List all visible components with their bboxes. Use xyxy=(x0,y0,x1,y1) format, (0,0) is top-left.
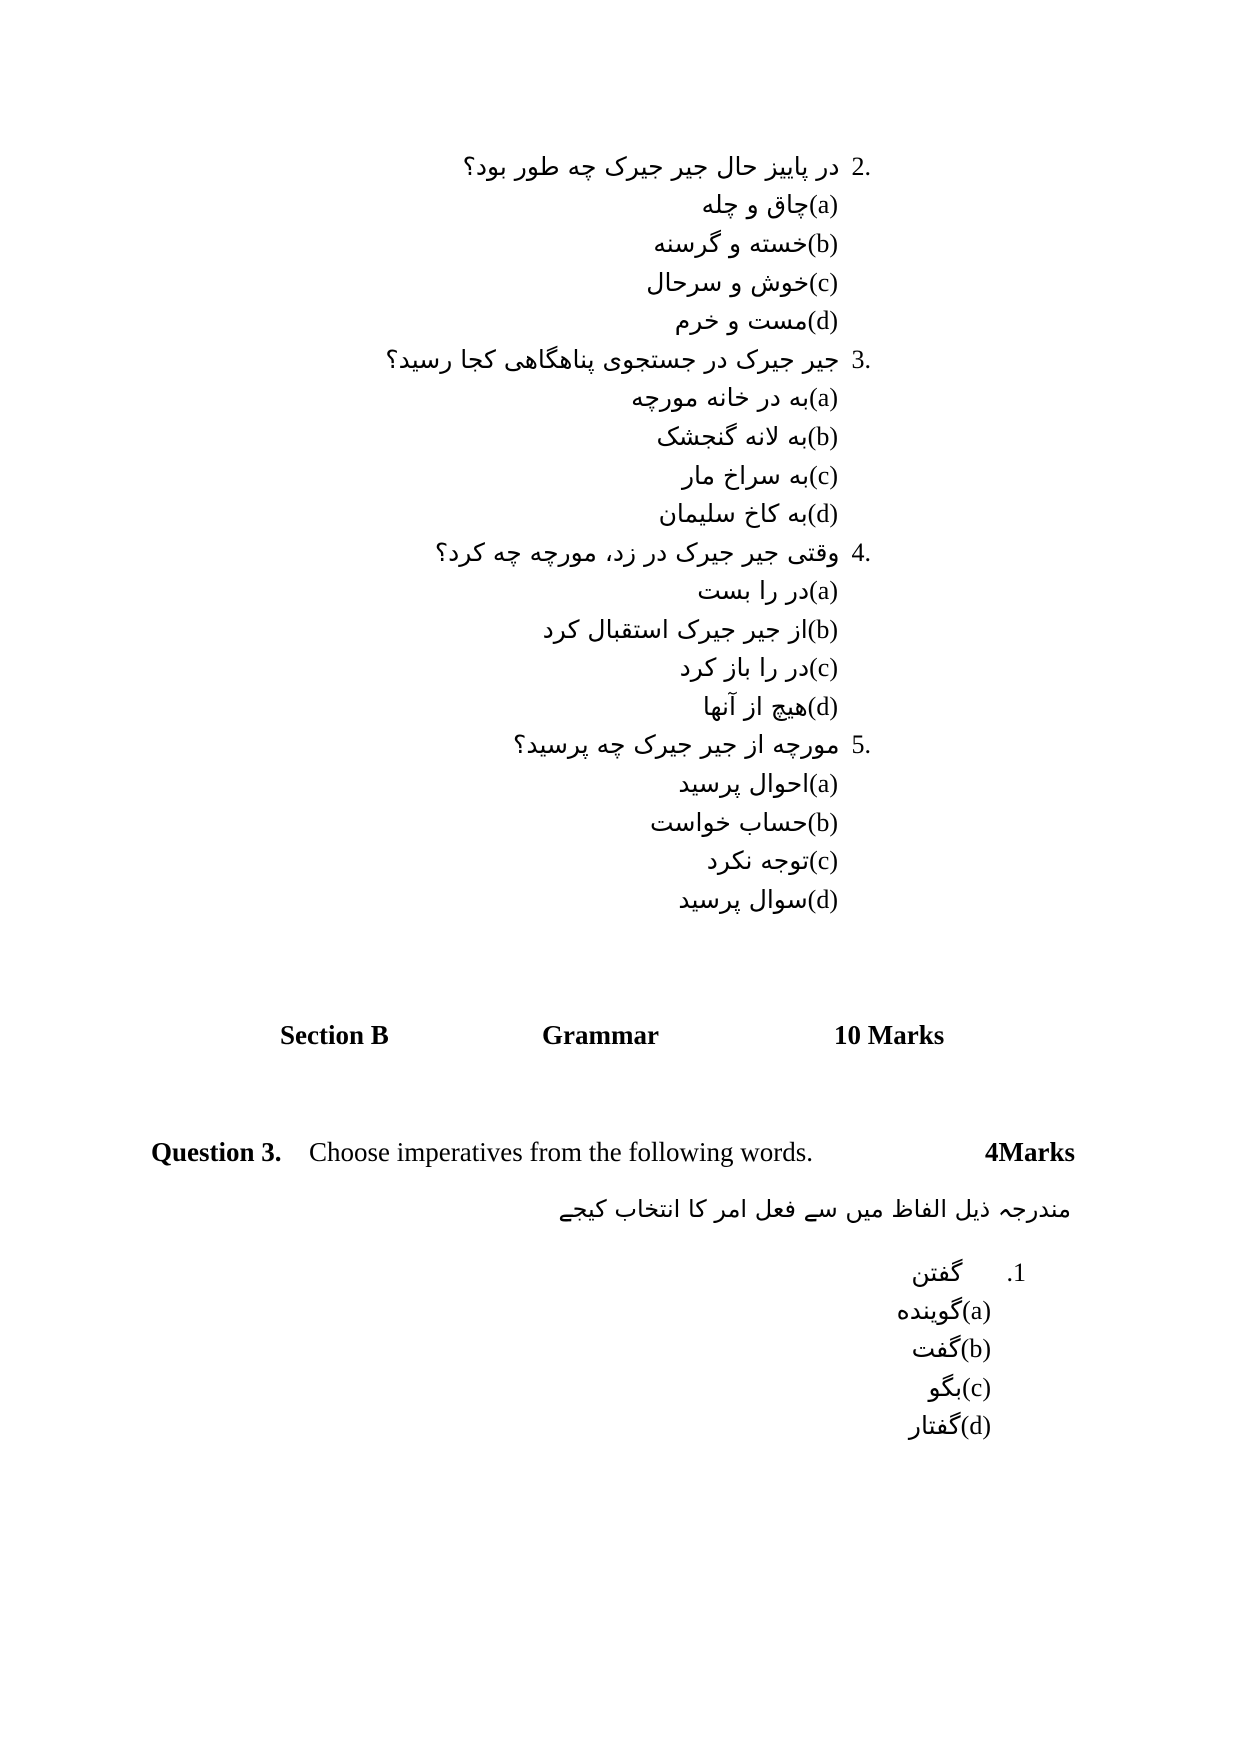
option-label: (c) xyxy=(962,1373,991,1402)
option-text: هیچ از آنها xyxy=(702,692,808,721)
question-number: 5. xyxy=(851,730,871,759)
question-text: در پاییز حال جیر جیرک چه طور بود؟ xyxy=(462,152,840,181)
mcq-option xyxy=(702,190,838,220)
question-number: 3. xyxy=(851,345,871,374)
option-text: بگو xyxy=(928,1373,963,1402)
question-number: 4. xyxy=(851,538,871,567)
option-text: خسته و گرسنه xyxy=(653,229,808,258)
question-label: Question 3. xyxy=(151,1137,282,1167)
option-label: (c) xyxy=(809,846,838,875)
option-text: مست و خرم xyxy=(674,306,808,335)
question-text: وقتی جیر جیرک در زد، مورچه چه کرد؟ xyxy=(434,538,840,567)
option-text: حساب خواست xyxy=(650,808,808,837)
option-label: (a) xyxy=(809,769,838,798)
mcq-option xyxy=(703,692,838,722)
option-text: به سراخ مار xyxy=(681,461,810,490)
option-label: (d) xyxy=(807,885,838,914)
question-text: مورچه از جیر جیرک چه پرسید؟ xyxy=(513,730,840,759)
question-heading xyxy=(151,1137,813,1168)
option-label: (c) xyxy=(809,268,838,297)
option-label: (b) xyxy=(807,615,838,644)
urdu-instruction: مندرجہ ذیل الفاظ میں سے فعل امر کا انتخاب کیجے xyxy=(558,1195,1071,1223)
mcq-option xyxy=(653,229,838,259)
grammar-option xyxy=(928,1373,991,1403)
grammar-option xyxy=(912,1334,991,1364)
option-text: در را باز کرد xyxy=(679,653,810,682)
option-text: توجه نکرد xyxy=(706,846,810,875)
mcq-question-2 xyxy=(463,152,871,182)
mcq-option xyxy=(646,268,838,298)
option-label: (b) xyxy=(807,422,838,451)
option-text: از جیر جیرک استقبال کرد xyxy=(542,615,808,644)
question-marks: 4Marks xyxy=(985,1137,1075,1167)
mcq-option xyxy=(697,576,838,606)
question-text: جیر جیرک در جستجوی پناهگاهی کجا رسید؟ xyxy=(385,345,840,374)
mcq-option xyxy=(631,383,838,413)
item-word: گفتن xyxy=(911,1258,963,1287)
item-number: .1 xyxy=(1006,1258,1026,1287)
option-text: در را بست xyxy=(697,576,810,605)
mcq-option xyxy=(659,499,838,529)
question-instruction: Choose imperatives from the following words. xyxy=(309,1137,813,1167)
option-label: (d) xyxy=(807,692,838,721)
option-label: (d) xyxy=(960,1411,991,1440)
option-text: خوش و سرحال xyxy=(646,268,810,297)
option-label: (a) xyxy=(809,383,838,412)
option-text: به در خانه مورچه xyxy=(631,383,810,412)
mcq-option xyxy=(675,306,838,336)
section-name: Section B xyxy=(280,1020,389,1050)
mcq-option xyxy=(650,808,838,838)
option-label: (c) xyxy=(809,653,838,682)
option-text: سوال پرسید xyxy=(678,885,808,914)
option-label: (d) xyxy=(807,306,838,335)
option-label: (a) xyxy=(809,576,838,605)
grammar-option xyxy=(897,1296,991,1326)
option-label: (b) xyxy=(960,1334,991,1363)
option-text: گفت xyxy=(911,1334,961,1363)
section-marks: 10 Marks xyxy=(834,1020,945,1050)
option-text: به لانه گنجشک xyxy=(656,422,808,451)
mcq-question-4 xyxy=(435,538,871,568)
grammar-item-1 xyxy=(911,1258,1026,1288)
option-text: احوال پرسید xyxy=(678,769,810,798)
mcq-option xyxy=(680,653,838,683)
option-label: (a) xyxy=(962,1296,991,1325)
mcq-question-5 xyxy=(513,730,871,760)
option-label: (c) xyxy=(809,461,838,490)
section-title: Grammar xyxy=(542,1020,659,1050)
option-label: (b) xyxy=(807,808,838,837)
mcq-option xyxy=(657,422,838,452)
option-text: به کاخ سلیمان xyxy=(658,499,808,528)
mcq-option xyxy=(678,769,838,799)
option-label: (a) xyxy=(809,190,838,219)
option-text: گفتار xyxy=(908,1411,961,1440)
option-text: گوینده xyxy=(896,1296,963,1325)
option-label: (d) xyxy=(807,499,838,528)
grammar-option xyxy=(909,1411,991,1441)
mcq-option xyxy=(682,461,838,491)
mcq-option xyxy=(707,846,838,876)
option-text: چاق و چله xyxy=(701,190,810,219)
mcq-option xyxy=(543,615,838,645)
question-number: 2. xyxy=(851,152,871,181)
option-label: (b) xyxy=(807,229,838,258)
mcq-option xyxy=(678,885,838,915)
mcq-question-3 xyxy=(385,345,871,375)
